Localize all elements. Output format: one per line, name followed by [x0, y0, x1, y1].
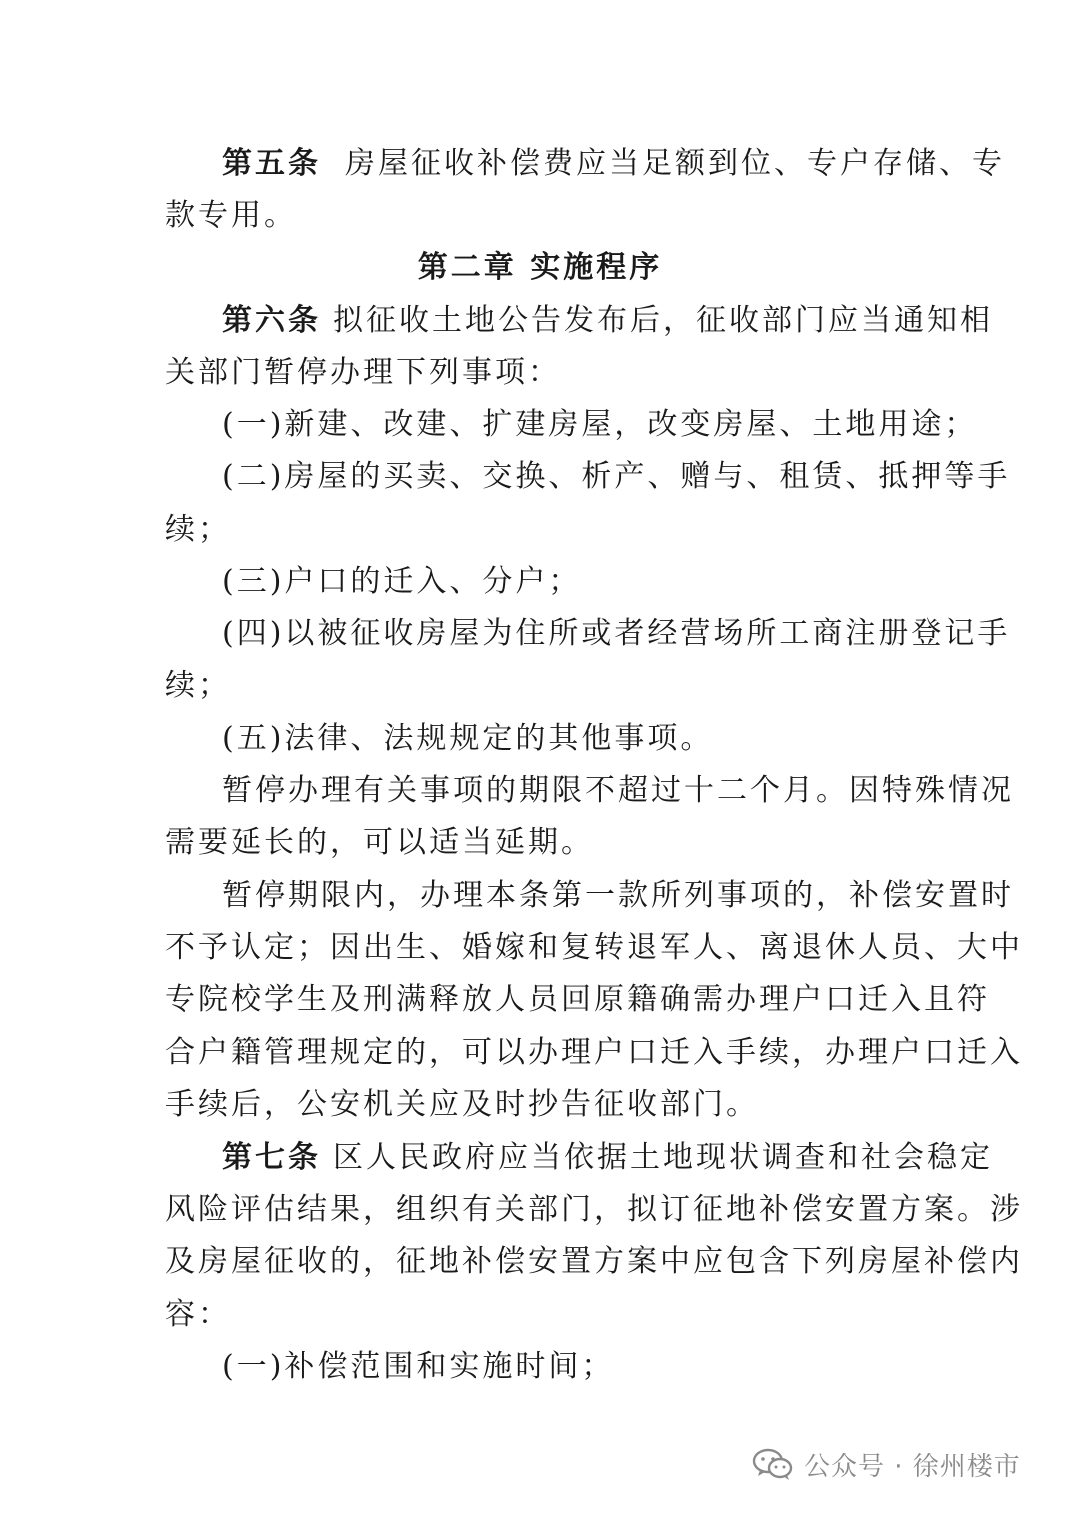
article7-line1	[222, 1138, 993, 1178]
article6-para3-line4: 合户籍管理规定的，可以办理户口迁入手续，办理户口迁入	[165, 1035, 1023, 1070]
article7-line3: 及房屋征收的，征地补偿安置方案中应包含下列房屋补偿内	[165, 1244, 1023, 1279]
article7-line4: 容：	[165, 1297, 231, 1332]
article6-label: 第六条	[222, 303, 321, 338]
article7-item-1: (一)补偿范围和实施时间；	[222, 1349, 615, 1384]
article6-line2: 关部门暂停办理下列事项：	[165, 355, 561, 390]
wechat-icon	[752, 1447, 794, 1481]
article6-line1	[222, 301, 993, 341]
article5-line2: 款专用。	[165, 198, 297, 233]
article6-para3-line2: 不予认定；因出生、婚嫁和复转退军人、离退休人员、大中	[165, 930, 1023, 965]
article5-line1	[222, 144, 1005, 184]
article6-item-2: (二)房屋的买卖、交换、析产、赠与、租赁、抵押等手	[222, 459, 1011, 494]
article6-para3-line1: 暂停期限内，办理本条第一款所列事项的，补偿安置时	[222, 878, 1014, 913]
article6-item-3: (三)户口的迁入、分户；	[222, 564, 582, 599]
article6-para2-line2: 需要延长的，可以适当延期。	[165, 825, 594, 860]
chapter-heading: 第二章 实施程序	[417, 250, 663, 285]
article7-line2: 风险评估结果，组织有关部门，拟订征地补偿安置方案。涉	[165, 1192, 1023, 1227]
article6-item-5: (五)法律、法规规定的其他事项。	[222, 721, 714, 756]
article6-para3-line5: 手续后，公安机关应及时抄告征收部门。	[165, 1087, 759, 1122]
article5-text-1: 房屋征收补偿费应当足额到位、专户存储、专	[345, 146, 1005, 181]
watermark	[752, 1444, 1021, 1484]
article6-text-1: 拟征收土地公告发布后，征收部门应当通知相	[333, 303, 993, 338]
watermark-text: 公众号 · 徐州楼市	[804, 1451, 1021, 1482]
article6-para3-line3: 专院校学生及刑满释放人员回原籍确需办理户口迁入且符	[165, 982, 990, 1017]
article6-item-4-cont: 续；	[165, 668, 231, 703]
article6-item-4: (四)以被征收房屋为住所或者经营场所工商注册登记手	[222, 616, 1011, 651]
article6-para2-line1: 暂停办理有关事项的期限不超过十二个月。因特殊情况	[222, 773, 1014, 808]
article7-text-1: 区人民政府应当依据土地现状调查和社会稳定	[333, 1140, 993, 1175]
article6-item-2-cont: 续；	[165, 512, 231, 547]
article6-item-1: (一)新建、改建、扩建房屋，改变房屋、土地用途；	[222, 407, 978, 442]
article7-label: 第七条	[222, 1140, 321, 1175]
article5-label: 第五条	[222, 146, 321, 181]
